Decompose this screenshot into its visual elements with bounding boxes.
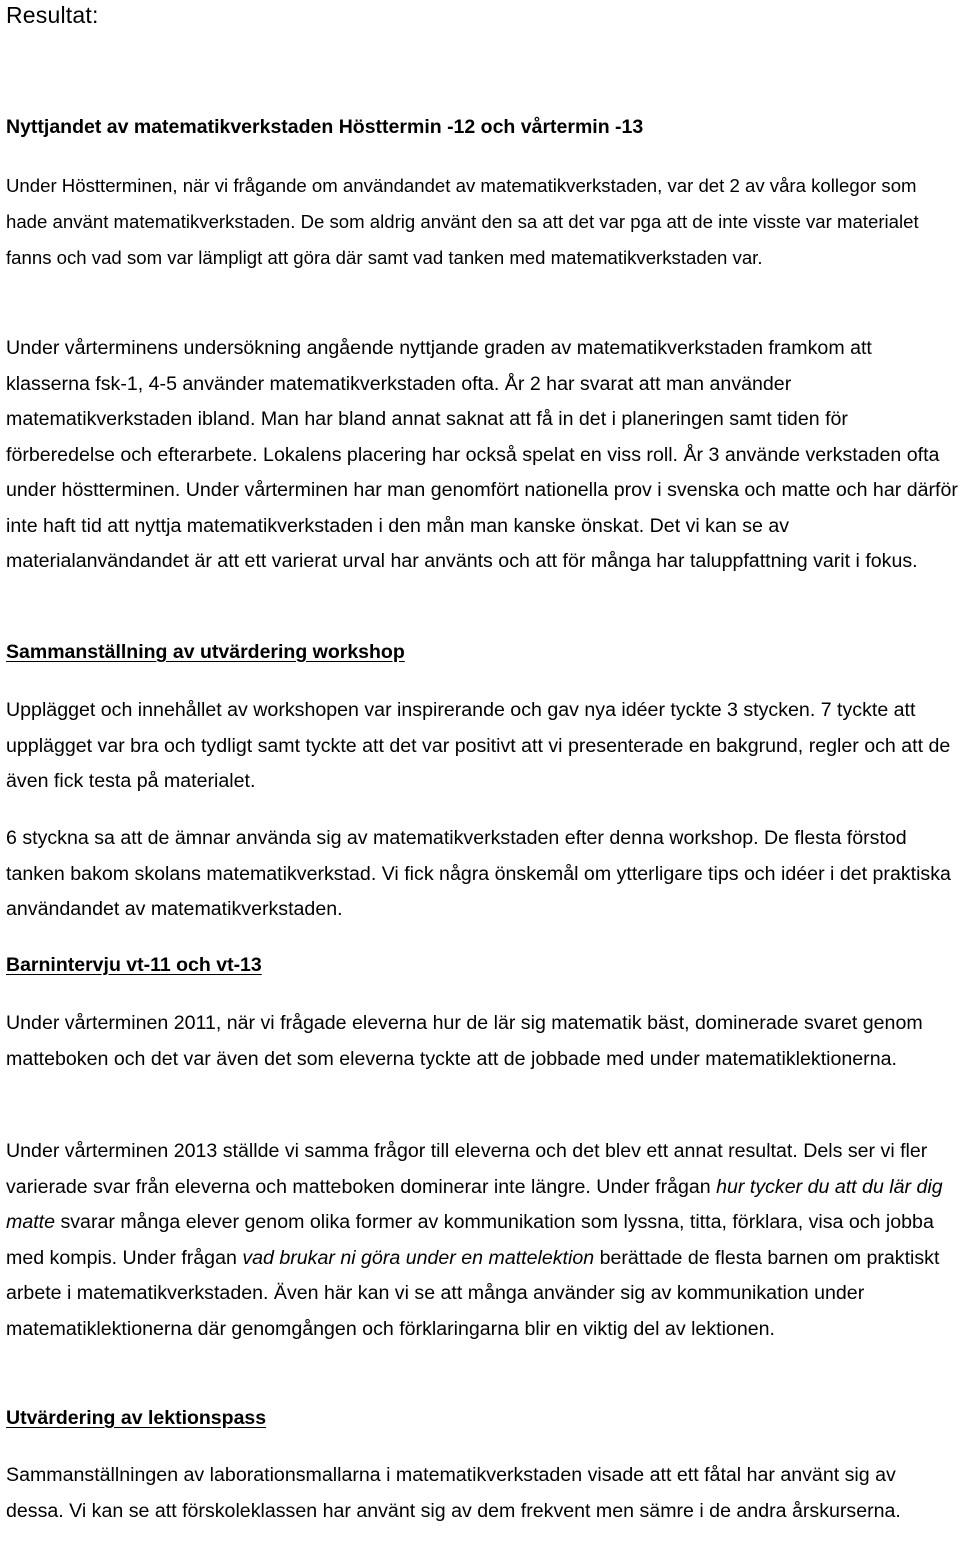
- page-title: Resultat:: [6, 2, 99, 28]
- section-heading-interviews: Barnintervju vt-11 och vt-13: [6, 954, 262, 976]
- section-heading-usage: Nyttjandet av matematikverkstaden Hösttermin -12 och vårtermin -13: [6, 116, 644, 138]
- text-run: berättade de flesta barnen om praktiskt arbete i matematikverkstaden. Även här kan vi se att många använder sig av kommunikation under matematiklektionerna där genomgången och förklaringarna blir en viktig del av lektionen.: [6, 1246, 940, 1340]
- paragraph-autumn-usage: Under Höstterminen, när vi frågande om användandet av matematikverkstaden, var det 2 av våra kollegor som hade använt matematikverkstaden. De som aldrig använt den sa att det var pga att de inte visste var materialet fanns och vad som var lämpligt att göra där samt vad tanken med matematikverkstaden var.: [6, 175, 919, 268]
- italic-question-2: vad brukar ni göra under en mattelektion: [242, 1246, 595, 1269]
- paragraph-workshop-feedback: Upplägget och innehållet av workshopen var inspirerande och gav nya idéer tyckte 3 stycken. 7 tyckte att upplägget var bra och tydligt samt tyckte att det var positivt att vi presenterade en bakgrund, regler och att de även fick testa på materialet.: [6, 699, 951, 792]
- text-run: Under vårterminen 2013 ställde vi samma frågor till eleverna och det blev ett annat resultat. Dels ser vi fler varierade svar från eleverna och matteboken dominerar inte längre. Under frågan: [6, 1140, 928, 1198]
- paragraph-lesson-evaluation: Sammanställningen av laborationsmallarna i matematikverkstaden visade att ett fåtal har använt sig av dessa. Vi kan se att förskoleklassen har använt sig av dem frekvent men sämre i de andra årskurserna.: [6, 1464, 901, 1522]
- paragraph-spring-survey: Under vårterminens undersökning angående nyttjande graden av matematikverkstaden framkom att klasserna fsk-1, 4-5 använder matematikverkstaden ofta. År 2 har svarat att man använder matematikverkstaden ibland. Man har bland annat saknat att få in det i planeringen samt tiden för förberedelse och efterarbete. Lokalens placering har också spelat en viss roll. År 3 använde verkstaden ofta under höstterminen. Under vårterminen har man genomfört nationella prov i svenska och matte och har därför inte haft tid att nyttja matematikverkstaden i den mån man kanske önskat. Det vi kan se av materialanvändandet är att ett varierat urval har använts och att för många har taluppfattning varit i fokus.: [6, 337, 958, 572]
- paragraph-interview-2013: [6, 1134, 958, 1347]
- paragraph-workshop-plans: 6 styckna sa att de ämnar använda sig av matematikverkstaden efter denna workshop. De flesta förstod tanken bakom skolans matematikverkstad. Vi fick några önskemål om ytterligare tips och idéer i det praktiska användandet av matematikverkstaden.: [6, 827, 951, 920]
- paragraph-interview-2011: Under vårterminen 2011, när vi frågade eleverna hur de lär sig matematik bäst, dominerade svaret genom matteboken och det var även det som eleverna tyckte att de jobbade med under matematiklektionerna.: [6, 1012, 923, 1070]
- italic-question-1: hur tycker du att du lär dig matte: [6, 1175, 943, 1233]
- text-run: svarar många elever genom olika former av kommunikation som lyssna, titta, förklara, visa och jobba med kompis. Under frågan: [6, 1211, 934, 1269]
- section-heading-workshop: Sammanställning av utvärdering workshop: [6, 641, 405, 663]
- section-heading-lesson-evaluation: Utvärdering av lektionspass: [6, 1407, 267, 1429]
